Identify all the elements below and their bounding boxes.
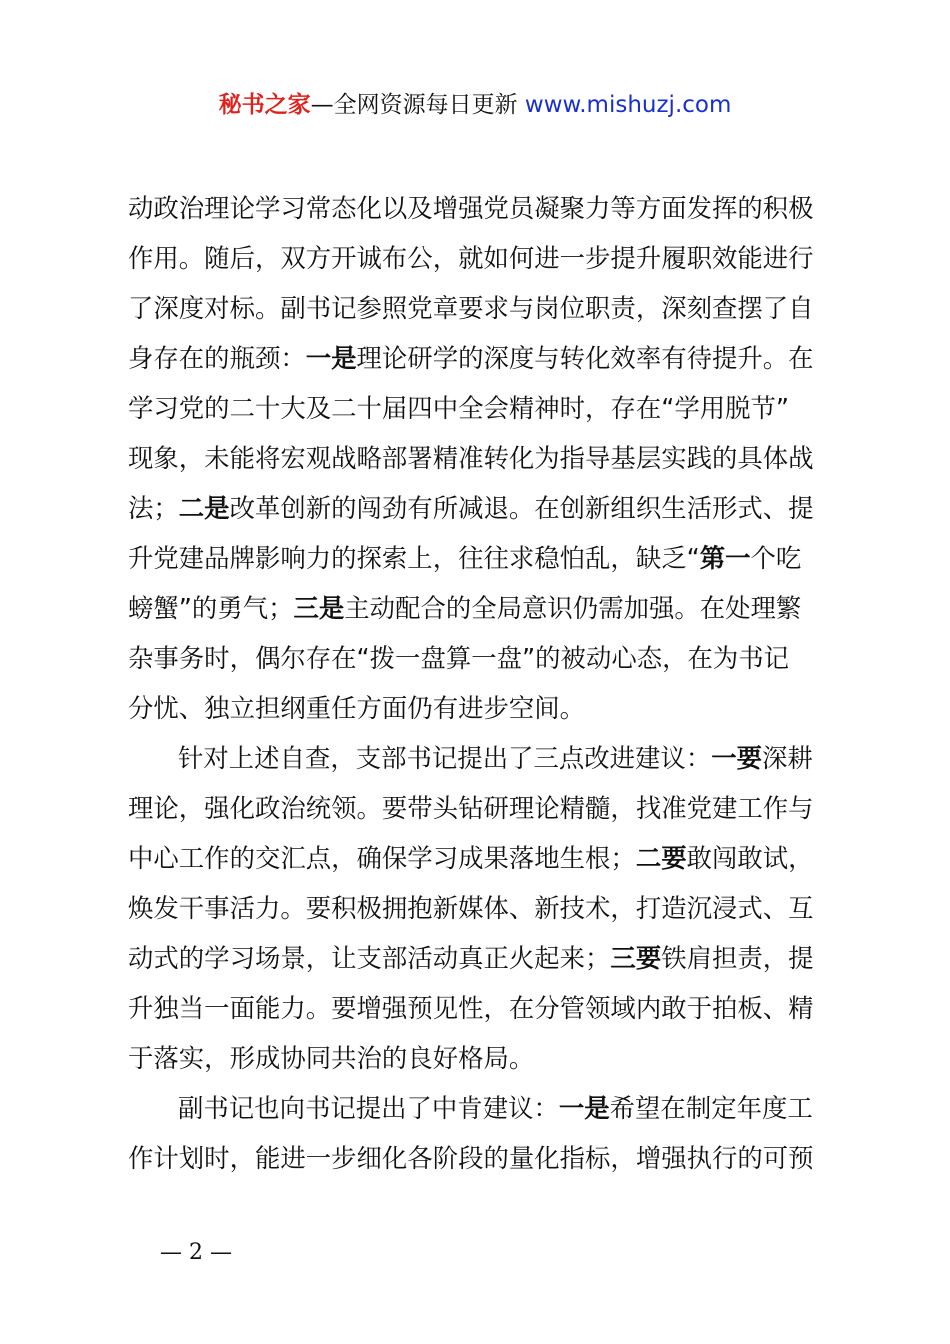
text-line: [128, 183, 832, 233]
bold-keyword: 二是: [178, 493, 230, 523]
text-run: 了深度对标。副书记参照党章要求与岗位职责，深刻查摆了自: [128, 293, 814, 323]
text-line: [128, 883, 832, 933]
text-run: 改革创新的闯劲有所减退。在创新组织生活形式、提: [229, 493, 814, 523]
text-run: 个吃: [750, 543, 802, 573]
bold-keyword: 一要: [711, 743, 762, 773]
text-run: 杂事务时，偶尔存在“拨一盘算一盘”的被动心态，在为书记: [128, 643, 790, 673]
text-run: 于落实，形成协同共治的良好格局。: [128, 1043, 535, 1073]
text-line: [128, 1033, 832, 1083]
text-run: 针对上述自查，支部书记提出了三点改进建议：: [178, 743, 712, 773]
text-run: 螃蟹”的勇气；: [128, 593, 294, 623]
text-line: [128, 1133, 832, 1183]
text-line: [128, 633, 832, 683]
text-line: [128, 833, 832, 883]
text-line: [128, 983, 832, 1033]
document-body: [128, 183, 832, 1183]
text-line: [128, 733, 832, 783]
text-line: [128, 583, 832, 633]
text-line: [128, 783, 832, 833]
text-run: 作计划时，能进一步细化各阶段的量化指标，增强执行的可预: [128, 1143, 814, 1173]
text-line: [128, 283, 832, 333]
bold-keyword: 一是: [305, 343, 357, 373]
text-line: [128, 383, 832, 433]
text-run: 动政治理论学习常态化以及增强党员凝聚力等方面发挥的积极: [128, 193, 814, 223]
paragraph: [128, 183, 832, 733]
text-run: 主动配合的全局意识仍需加强。在处理繁: [344, 593, 802, 623]
header-site-link[interactable]: www.mishuzj.com: [524, 92, 732, 118]
text-run: 动式的学习场景，让支部活动真正火起来；: [128, 943, 611, 973]
text-line: [128, 533, 832, 583]
paragraph: [128, 1083, 832, 1183]
text-line: [128, 933, 832, 983]
bold-keyword: 第一: [699, 543, 751, 573]
text-line: [128, 683, 832, 733]
text-run: 分忧、独立担纲重任方面仍有进步空间。: [128, 693, 586, 723]
bold-keyword: 三要: [610, 943, 662, 973]
paragraph: [128, 733, 832, 1083]
text-run: 副书记也向书记提出了中肯建议：: [178, 1093, 559, 1123]
bold-keyword: 一是: [558, 1093, 610, 1123]
text-run: 升独当一面能力。要增强预见性，在分管领域内敢于拍板、精: [128, 993, 814, 1023]
text-run: 焕发干事活力。要积极拥抱新媒体、新技术，打造沉浸式、互: [128, 893, 814, 923]
text-run: 理论，强化政治统领。要带头钻研理论精髓，找准党建工作与: [128, 793, 814, 823]
text-run: 希望在制定年度工: [609, 1093, 813, 1123]
text-line: [128, 333, 832, 383]
text-run: 铁肩担责，提: [661, 943, 814, 973]
text-run: 中心工作的交汇点，确保学习成果落地生根；: [128, 843, 636, 873]
text-run: 法；: [128, 493, 179, 523]
page-number: — 2 —: [160, 1240, 232, 1265]
text-run: 理论研学的深度与转化效率有待提升。在: [356, 343, 814, 373]
text-run: 作用。随后，双方开诚布公，就如何进一步提升履职效能进行: [128, 243, 814, 273]
text-line: [128, 433, 832, 483]
text-run: 深耕: [761, 743, 813, 773]
page-header: [0, 88, 950, 122]
text-run: 学习党的二十大及二十届四中全会精神时，存在“学用脱节”: [128, 393, 790, 423]
text-line: [128, 483, 832, 533]
bold-keyword: 二要: [635, 843, 687, 873]
header-tagline: —全网资源每日更新: [310, 92, 525, 118]
text-line: [128, 1083, 832, 1133]
text-run: 现象，未能将宏观战略部署精准转化为指导基层实践的具体战: [128, 443, 814, 473]
text-run: 升党建品牌影响力的探索上，往往求稳怕乱，缺乏“: [128, 543, 700, 573]
text-run: 身存在的瓶颈：: [128, 343, 306, 373]
text-line: [128, 233, 832, 283]
header-brand: 秘书之家: [218, 92, 311, 118]
bold-keyword: 三是: [293, 593, 345, 623]
text-run: 敢闯敢试，: [686, 843, 814, 873]
